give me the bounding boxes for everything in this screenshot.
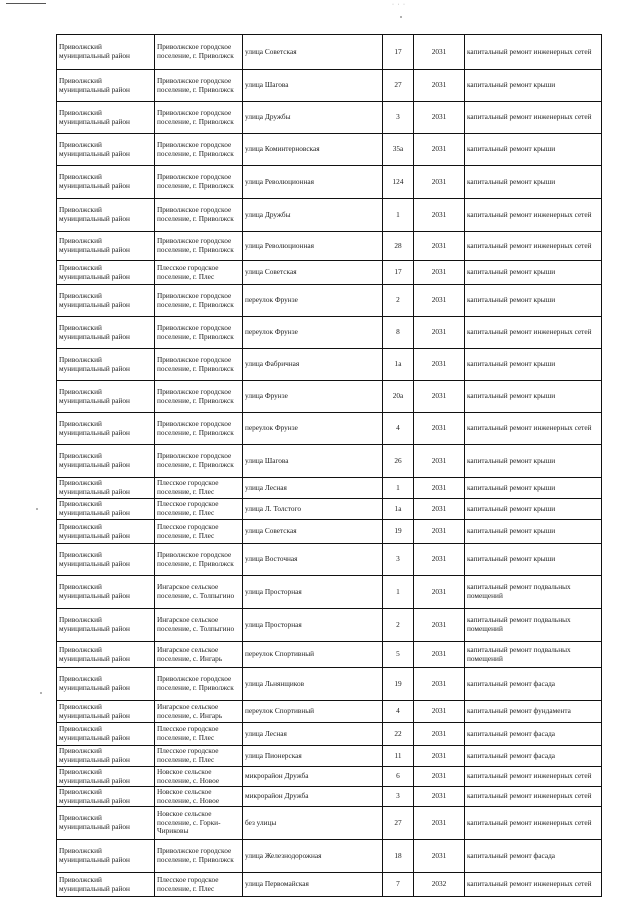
street-cell: улица Железнодорожная: [243, 840, 383, 873]
district-cell: Приволжский муниципальный район: [57, 199, 155, 232]
settlement-cell: Плесское городское поселение, г. Плес: [155, 478, 243, 499]
repair-type-cell: капитальный ремонт крыши: [465, 520, 602, 544]
district-cell: Приволжский муниципальный район: [57, 723, 155, 746]
settlement-cell: Плесское городское поселение, г. Плес: [155, 723, 243, 746]
table-row: [57, 381, 602, 413]
settlement-cell: Плесское городское поселение, г. Плес: [155, 499, 243, 520]
year-cell: 2031: [414, 767, 465, 787]
street-cell: улица Советская: [243, 520, 383, 544]
table-row: [57, 807, 602, 840]
table-row: [57, 232, 602, 261]
street-cell: улица Лесная: [243, 478, 383, 499]
scan-speck: [36, 508, 38, 510]
year-cell: 2031: [414, 285, 465, 317]
district-cell: Приволжский муниципальный район: [57, 35, 155, 70]
street-cell: улица Революционная: [243, 232, 383, 261]
repair-schedule-table: [56, 34, 602, 897]
year-cell: 2031: [414, 199, 465, 232]
year-cell: 2031: [414, 478, 465, 499]
repair-type-cell: капитальный ремонт подвальных помещений: [465, 642, 602, 668]
year-cell: 2031: [414, 413, 465, 445]
house-number-cell: 1: [383, 576, 414, 609]
year-cell: 2031: [414, 746, 465, 767]
house-number-cell: 3: [383, 787, 414, 807]
year-cell: 2031: [414, 609, 465, 642]
table-row: [57, 199, 602, 232]
year-cell: 2031: [414, 35, 465, 70]
house-number-cell: 6: [383, 767, 414, 787]
district-cell: Приволжский муниципальный район: [57, 70, 155, 102]
district-cell: Приволжский муниципальный район: [57, 102, 155, 134]
repair-type-cell: капитальный ремонт фасада: [465, 668, 602, 701]
settlement-cell: Приволжское городское поселение, г. Приволжск: [155, 102, 243, 134]
district-cell: Приволжский муниципальный район: [57, 499, 155, 520]
year-cell: 2031: [414, 576, 465, 609]
settlement-cell: Приволжское городское поселение, г. Приволжск: [155, 544, 243, 576]
year-cell: 2031: [414, 381, 465, 413]
year-cell: 2031: [414, 166, 465, 199]
house-number-cell: 17: [383, 35, 414, 70]
house-number-cell: 1: [383, 199, 414, 232]
scan-edge-line: [6, 3, 46, 4]
table-row: [57, 35, 602, 70]
street-cell: улица Шагова: [243, 445, 383, 478]
table-row: [57, 642, 602, 668]
table-row: [57, 499, 602, 520]
district-cell: Приволжский муниципальный район: [57, 787, 155, 807]
house-number-cell: 3: [383, 102, 414, 134]
district-cell: Приволжский муниципальный район: [57, 349, 155, 381]
table-row: [57, 787, 602, 807]
scan-speck: [400, 16, 402, 18]
repair-type-cell: капитальный ремонт крыши: [465, 134, 602, 166]
year-cell: 2031: [414, 520, 465, 544]
table-row: [57, 544, 602, 576]
settlement-cell: Приволжское городское поселение, г. Приволжск: [155, 349, 243, 381]
settlement-cell: Приволжское городское поселение, г. Приволжск: [155, 840, 243, 873]
settlement-cell: Приволжское городское поселение, г. Приволжск: [155, 35, 243, 70]
street-cell: улица Советская: [243, 35, 383, 70]
street-cell: улица Льнянщиков: [243, 668, 383, 701]
year-cell: 2031: [414, 499, 465, 520]
settlement-cell: Приволжское городское поселение, г. Приволжск: [155, 166, 243, 199]
settlement-cell: Приволжское городское поселение, г. Приволжск: [155, 199, 243, 232]
settlement-cell: Приволжское городское поселение, г. Приволжск: [155, 317, 243, 349]
district-cell: Приволжский муниципальный район: [57, 166, 155, 199]
district-cell: Приволжский муниципальный район: [57, 261, 155, 285]
settlement-cell: Новское сельское поселение, с. Новое: [155, 787, 243, 807]
table-row: [57, 261, 602, 285]
house-number-cell: 7: [383, 873, 414, 897]
house-number-cell: 8: [383, 317, 414, 349]
repair-type-cell: капитальный ремонт инженерных сетей: [465, 873, 602, 897]
repair-type-cell: капитальный ремонт крыши: [465, 445, 602, 478]
district-cell: Приволжский муниципальный район: [57, 317, 155, 349]
settlement-cell: Приволжское городское поселение, г. Приволжск: [155, 445, 243, 478]
table-row: [57, 445, 602, 478]
house-number-cell: 124: [383, 166, 414, 199]
table-row: [57, 723, 602, 746]
settlement-cell: Ингарское сельское поселение, с. Ингарь: [155, 642, 243, 668]
year-cell: 2031: [414, 787, 465, 807]
house-number-cell: 28: [383, 232, 414, 261]
settlement-cell: Новское сельское поселение, с. Горки-Чириковы: [155, 807, 243, 840]
repair-type-cell: капитальный ремонт крыши: [465, 381, 602, 413]
house-number-cell: 1а: [383, 499, 414, 520]
settlement-cell: Приволжское городское поселение, г. Приволжск: [155, 285, 243, 317]
repair-type-cell: капитальный ремонт инженерных сетей: [465, 787, 602, 807]
settlement-cell: Приволжское городское поселение, г. Приволжск: [155, 232, 243, 261]
district-cell: Приволжский муниципальный район: [57, 381, 155, 413]
street-cell: переулок Фрунзе: [243, 285, 383, 317]
table-row: [57, 873, 602, 897]
house-number-cell: 3: [383, 544, 414, 576]
street-cell: улица Фрунзе: [243, 381, 383, 413]
street-cell: улица Просторная: [243, 576, 383, 609]
street-cell: улица Фабричная: [243, 349, 383, 381]
scan-speck: [40, 692, 42, 694]
scan-artifact: · · ·: [392, 2, 406, 8]
table-row: [57, 317, 602, 349]
house-number-cell: 4: [383, 413, 414, 445]
district-cell: Приволжский муниципальный район: [57, 746, 155, 767]
district-cell: Приволжский муниципальный район: [57, 134, 155, 166]
repair-type-cell: капитальный ремонт крыши: [465, 166, 602, 199]
street-cell: переулок Спортивный: [243, 642, 383, 668]
repair-type-cell: капитальный ремонт инженерных сетей: [465, 807, 602, 840]
table-body: [57, 35, 602, 897]
repair-type-cell: капитальный ремонт крыши: [465, 349, 602, 381]
table-row: [57, 668, 602, 701]
house-number-cell: 1: [383, 478, 414, 499]
street-cell: улица Просторная: [243, 609, 383, 642]
district-cell: Приволжский муниципальный район: [57, 544, 155, 576]
street-cell: улица Восточная: [243, 544, 383, 576]
repair-type-cell: капитальный ремонт инженерных сетей: [465, 232, 602, 261]
table-row: [57, 576, 602, 609]
table-row: [57, 166, 602, 199]
year-cell: 2031: [414, 544, 465, 576]
table-row: [57, 478, 602, 499]
settlement-cell: Плесское городское поселение, г. Плес: [155, 261, 243, 285]
repair-type-cell: капитальный ремонт инженерных сетей: [465, 102, 602, 134]
repair-type-cell: капитальный ремонт инженерных сетей: [465, 767, 602, 787]
district-cell: Приволжский муниципальный район: [57, 609, 155, 642]
house-number-cell: 27: [383, 807, 414, 840]
district-cell: Приволжский муниципальный район: [57, 413, 155, 445]
repair-type-cell: капитальный ремонт фасада: [465, 746, 602, 767]
table-row: [57, 609, 602, 642]
street-cell: улица Дружбы: [243, 199, 383, 232]
table-row: [57, 520, 602, 544]
street-cell: переулок Фрунзе: [243, 317, 383, 349]
table-row: [57, 102, 602, 134]
street-cell: без улицы: [243, 807, 383, 840]
house-number-cell: 19: [383, 520, 414, 544]
table-row: [57, 840, 602, 873]
year-cell: 2031: [414, 134, 465, 166]
district-cell: Приволжский муниципальный район: [57, 807, 155, 840]
house-number-cell: 18: [383, 840, 414, 873]
year-cell: 2031: [414, 349, 465, 381]
district-cell: Приволжский муниципальный район: [57, 642, 155, 668]
repair-type-cell: капитальный ремонт крыши: [465, 285, 602, 317]
repair-type-cell: капитальный ремонт подвальных помещений: [465, 609, 602, 642]
year-cell: 2031: [414, 70, 465, 102]
table-row: [57, 746, 602, 767]
repair-type-cell: капитальный ремонт инженерных сетей: [465, 413, 602, 445]
year-cell: 2031: [414, 807, 465, 840]
repair-type-cell: капитальный ремонт фундамента: [465, 701, 602, 723]
year-cell: 2031: [414, 668, 465, 701]
settlement-cell: Ингарское сельское поселение, с. Толпыгино: [155, 576, 243, 609]
repair-type-cell: капитальный ремонт фасада: [465, 840, 602, 873]
year-cell: 2031: [414, 840, 465, 873]
house-number-cell: 2: [383, 285, 414, 317]
repair-type-cell: капитальный ремонт инженерных сетей: [465, 35, 602, 70]
house-number-cell: 1а: [383, 349, 414, 381]
street-cell: улица Советская: [243, 261, 383, 285]
district-cell: Приволжский муниципальный район: [57, 873, 155, 897]
house-number-cell: 2: [383, 609, 414, 642]
table-row: [57, 349, 602, 381]
year-cell: 2032: [414, 873, 465, 897]
house-number-cell: 11: [383, 746, 414, 767]
district-cell: Приволжский муниципальный район: [57, 478, 155, 499]
district-cell: Приволжский муниципальный район: [57, 520, 155, 544]
year-cell: 2031: [414, 701, 465, 723]
district-cell: Приволжский муниципальный район: [57, 445, 155, 478]
street-cell: улица Лесная: [243, 723, 383, 746]
house-number-cell: 4: [383, 701, 414, 723]
district-cell: Приволжский муниципальный район: [57, 668, 155, 701]
settlement-cell: Ингарское сельское поселение, с. Ингарь: [155, 701, 243, 723]
house-number-cell: 5: [383, 642, 414, 668]
settlement-cell: Приволжское городское поселение, г. Приволжск: [155, 413, 243, 445]
district-cell: Приволжский муниципальный район: [57, 285, 155, 317]
house-number-cell: 19: [383, 668, 414, 701]
year-cell: 2031: [414, 445, 465, 478]
table-row: [57, 767, 602, 787]
house-number-cell: 20а: [383, 381, 414, 413]
house-number-cell: 26: [383, 445, 414, 478]
settlement-cell: Новское сельское поселение, с. Новое: [155, 767, 243, 787]
year-cell: 2031: [414, 261, 465, 285]
street-cell: переулок Спортивный: [243, 701, 383, 723]
street-cell: улица Первомайская: [243, 873, 383, 897]
settlement-cell: Приволжское городское поселение, г. Приволжск: [155, 668, 243, 701]
table-row: [57, 70, 602, 102]
street-cell: микрорайон Дружба: [243, 767, 383, 787]
street-cell: улица Революционная: [243, 166, 383, 199]
street-cell: переулок Фрунзе: [243, 413, 383, 445]
house-number-cell: 35а: [383, 134, 414, 166]
street-cell: улица Коминтерновская: [243, 134, 383, 166]
district-cell: Приволжский муниципальный район: [57, 232, 155, 261]
street-cell: улица Дружбы: [243, 102, 383, 134]
year-cell: 2031: [414, 102, 465, 134]
settlement-cell: Плесское городское поселение, г. Плес: [155, 520, 243, 544]
district-cell: Приволжский муниципальный район: [57, 767, 155, 787]
repair-type-cell: капитальный ремонт крыши: [465, 70, 602, 102]
table-row: [57, 134, 602, 166]
repair-type-cell: капитальный ремонт инженерных сетей: [465, 199, 602, 232]
street-cell: улица Л. Толстого: [243, 499, 383, 520]
house-number-cell: 17: [383, 261, 414, 285]
table-row: [57, 285, 602, 317]
repair-type-cell: капитальный ремонт крыши: [465, 499, 602, 520]
repair-type-cell: капитальный ремонт подвальных помещений: [465, 576, 602, 609]
table-row: [57, 701, 602, 723]
year-cell: 2031: [414, 232, 465, 261]
house-number-cell: 27: [383, 70, 414, 102]
settlement-cell: Плесское городское поселение, г. Плес: [155, 746, 243, 767]
street-cell: микрорайон Дружба: [243, 787, 383, 807]
house-number-cell: 22: [383, 723, 414, 746]
street-cell: улица Шагова: [243, 70, 383, 102]
repair-type-cell: капитальный ремонт крыши: [465, 544, 602, 576]
repair-type-cell: капитальный ремонт фасада: [465, 723, 602, 746]
year-cell: 2031: [414, 642, 465, 668]
year-cell: 2031: [414, 317, 465, 349]
repair-type-cell: капитальный ремонт крыши: [465, 478, 602, 499]
settlement-cell: Приволжское городское поселение, г. Приволжск: [155, 134, 243, 166]
settlement-cell: Приволжское городское поселение, г. Приволжск: [155, 381, 243, 413]
district-cell: Приволжский муниципальный район: [57, 840, 155, 873]
year-cell: 2031: [414, 723, 465, 746]
settlement-cell: Приволжское городское поселение, г. Приволжск: [155, 70, 243, 102]
district-cell: Приволжский муниципальный район: [57, 701, 155, 723]
district-cell: Приволжский муниципальный район: [57, 576, 155, 609]
table-row: [57, 413, 602, 445]
street-cell: улица Пионерская: [243, 746, 383, 767]
settlement-cell: Ингарское сельское поселение, с. Толпыгино: [155, 609, 243, 642]
repair-type-cell: капитальный ремонт инженерных сетей: [465, 317, 602, 349]
settlement-cell: Плесское городское поселение, г. Плес: [155, 873, 243, 897]
repair-type-cell: капитальный ремонт крыши: [465, 261, 602, 285]
